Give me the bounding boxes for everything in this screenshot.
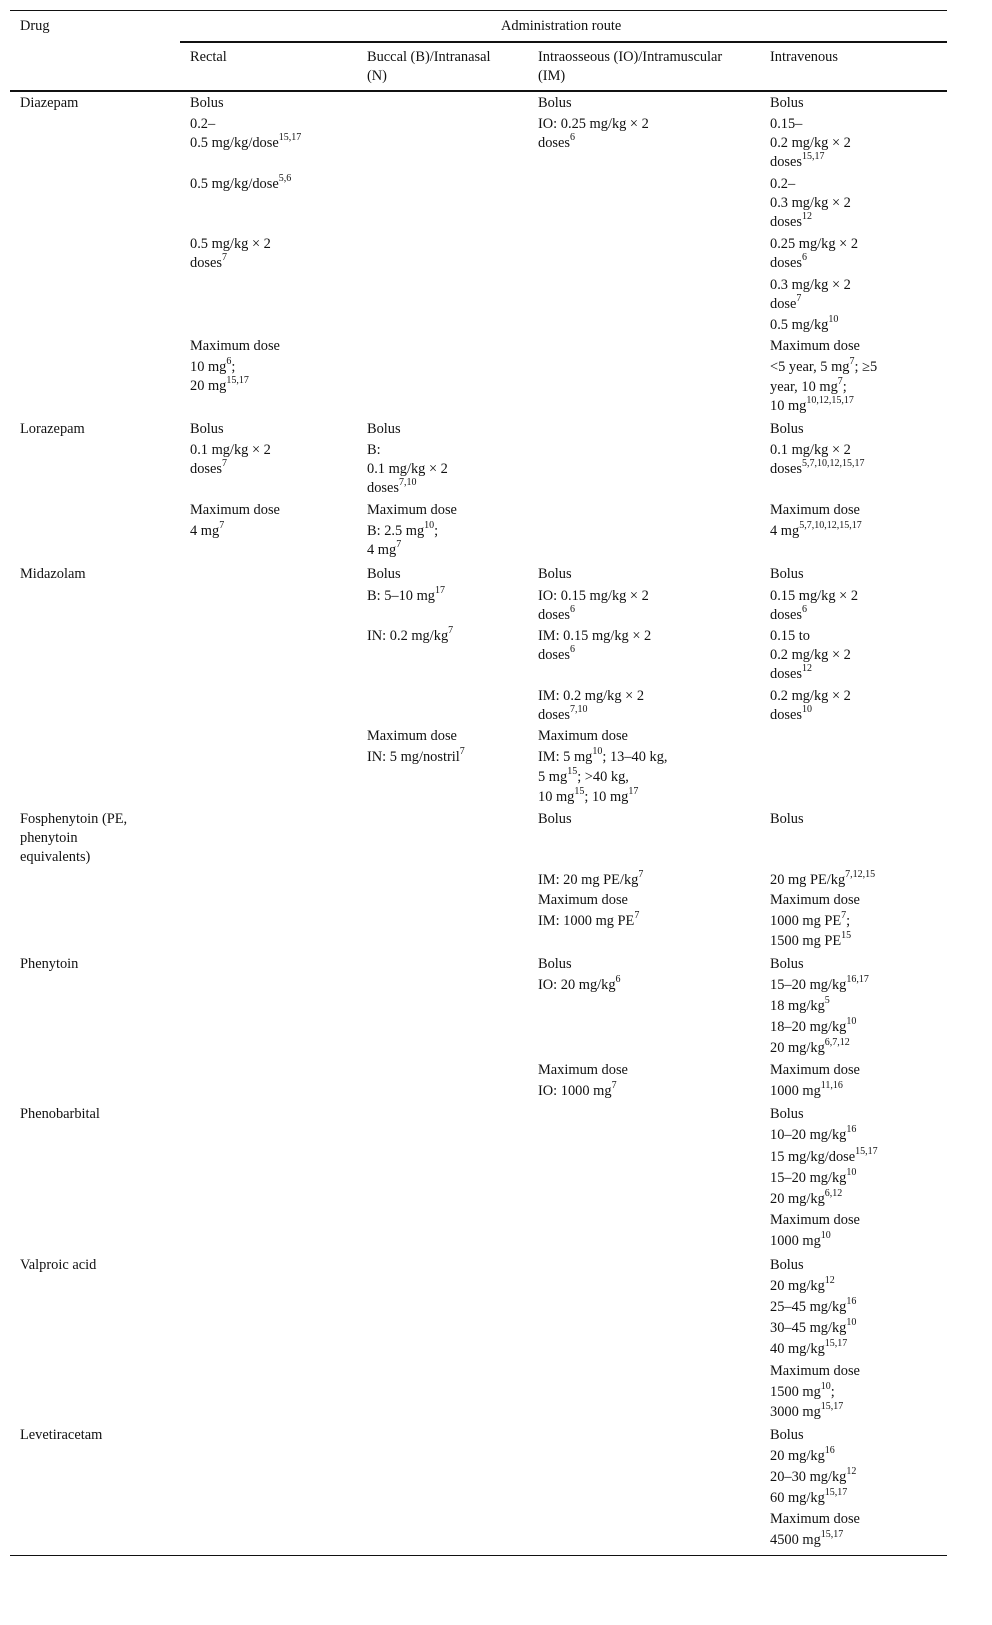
dose-value: 0.15 to <box>770 628 810 644</box>
dose-label: Bolus <box>770 1427 804 1443</box>
dose-value: doses$^6$ <box>538 132 575 151</box>
dose-label: Maximum dose <box>367 502 457 518</box>
dose-value: IO: 0.25 mg/kg × 2 <box>538 116 649 132</box>
dose-value: B: 5–10 $mg^{17}$ <box>367 585 445 604</box>
dose-label: Maximum dose <box>538 892 628 908</box>
dose-value: 0.3 mg/kg × 2 <box>770 195 851 211</box>
drug-fosphenytoin-3: equivalents) <box>20 849 91 865</box>
dose-value: 1000 mg$^{11,16}$ <box>770 1080 843 1099</box>
dose-value: doses$^{12}$ <box>770 663 812 682</box>
drug-lorazepam: Lorazepam <box>20 421 85 437</box>
dose-value: 0.5 mg/kg × 2 <box>190 236 271 252</box>
dose-value: 0.2 mg/kg × 2 <box>770 647 851 663</box>
dose-value: 20 mg$^{15,17}$ <box>190 375 249 394</box>
dose-value: 0.5 $mg/kg^{10}$ <box>770 314 839 333</box>
dose-value: 10 $mg^6$; <box>190 356 236 375</box>
dose-label: Maximum dose <box>538 728 628 744</box>
dose-value: IN: 0.2 $mg/kg^7$ <box>367 625 454 644</box>
dose-value: 30–45 $mg/kg^{10}$ <box>770 1317 857 1336</box>
dose-value: doses$^{10}$ <box>770 704 812 723</box>
drug-fosphenytoin: Fosphenytoin (PE, <box>20 811 128 827</box>
dose-value: IM: 0.2 mg/kg × 2 <box>538 688 645 704</box>
bottom-rule <box>10 1555 947 1556</box>
header-bottom-rule <box>10 90 947 92</box>
dose-value: doses$^{7,10}$ <box>538 704 588 723</box>
header-intraosseous: Intraosseous (IO)/Intramuscular <box>538 49 723 65</box>
dose-label: Bolus <box>770 811 804 827</box>
dose-value: doses$^6$ <box>770 604 807 623</box>
dose-label: Bolus <box>190 95 224 111</box>
dose-value: IM: 20 mg $PE/kg^7$ <box>538 869 644 888</box>
dose-value: 0.1 mg/kg × 2 <box>190 442 271 458</box>
header-rectal: Rectal <box>190 49 227 65</box>
dose-value: 4500 mg$^{15,17}$ <box>770 1529 844 1548</box>
dose-value: B: <box>367 442 381 458</box>
dose-value: 60 mg/kg$^{15,17}$ <box>770 1487 848 1506</box>
dose-value: 4 mg$^{5,7,10,12,15,17}$ <box>770 520 862 539</box>
header-intravenous: Intravenous <box>770 49 838 65</box>
dose-label: Bolus <box>770 421 804 437</box>
header-buccal-intranasal-n: (N) <box>367 68 387 84</box>
drug-diazepam: Diazepam <box>20 95 79 111</box>
dose-value: 0.2– <box>190 116 216 132</box>
drug-valproic-acid: Valproic acid <box>20 1257 97 1273</box>
dose-value: 4 $mg^7$ <box>367 539 402 558</box>
dose-label: Bolus <box>367 421 401 437</box>
header-intraosseous-im: (IM) <box>538 68 566 84</box>
dose-value: 15 mg/kg/dose$^{15,17}$ <box>770 1146 878 1165</box>
dose-value: 20 $mg/kg^{16}$ <box>770 1445 835 1464</box>
dose-value: B: 2.5 $mg^{10}$; <box>367 520 439 539</box>
dose-label: Bolus <box>770 956 804 972</box>
dose-value: 10 mg$^{10,12,15,17}$ <box>770 395 854 414</box>
dose-value: 15–20 mg/kg$^{16,17}$ <box>770 974 869 993</box>
dose-value: IN: 5 mg/nostril$^7$ <box>367 746 465 765</box>
dose-label: Bolus <box>538 811 572 827</box>
group-header-rule <box>180 41 947 43</box>
dose-value: doses$^{5,7,10,12,15,17}$ <box>770 458 865 477</box>
dose-label: Bolus <box>538 956 572 972</box>
dose-label: Bolus <box>770 1106 804 1122</box>
header-buccal-intranasal: Buccal (B)/Intranasal <box>367 49 491 65</box>
dose-value: 0.2– <box>770 176 796 192</box>
dose-value: year, 10 $mg^7$; <box>770 376 847 395</box>
dose-value: 20 mg/kg$^{6,12}$ <box>770 1188 843 1207</box>
dose-value: 18–20 $mg/kg^{10}$ <box>770 1016 857 1035</box>
dose-value: 0.2 mg/kg × 2 <box>770 688 851 704</box>
dose-value: 20–30 $mg/kg^{12}$ <box>770 1466 857 1485</box>
dose-value: doses$^{12}$ <box>770 211 812 230</box>
drug-phenytoin: Phenytoin <box>20 956 79 972</box>
dose-value: 3000 mg$^{15,17}$ <box>770 1401 844 1420</box>
dose-label: Bolus <box>770 1257 804 1273</box>
drug-levetiracetam: Levetiracetam <box>20 1427 103 1443</box>
dose-value: 1500 mg PE$^{15}$ <box>770 930 852 949</box>
dose-value: doses$^6$ <box>770 252 807 271</box>
dose-value: IO: 20 $mg/kg^6$ <box>538 974 621 993</box>
dose-value: dose$^7$ <box>770 293 802 312</box>
dose-value: 20 mg PE/kg$^{7,12,15}$ <box>770 869 876 888</box>
dose-label: Bolus <box>367 566 401 582</box>
dose-value: doses$^{7,10}$ <box>367 477 417 496</box>
dose-value: 1000 $mg^{10}$ <box>770 1230 831 1249</box>
dose-value: 25–45 $mg/kg^{16}$ <box>770 1296 857 1315</box>
dose-value: 10–20 $mg/kg^{16}$ <box>770 1124 857 1143</box>
dose-value: doses$^6$ <box>538 644 575 663</box>
dose-value: 4 $mg^7$ <box>190 520 225 539</box>
dose-value: IO: 0.15 mg/kg × 2 <box>538 588 649 604</box>
top-rule <box>10 10 947 11</box>
dose-value: IM: 1000 mg $PE^7$ <box>538 910 640 929</box>
dose-value: 40 mg/kg$^{15,17}$ <box>770 1338 848 1357</box>
dose-value: 20 mg/kg$^{6,7,12}$ <box>770 1037 850 1056</box>
dose-label: Maximum dose <box>367 728 457 744</box>
dose-value: IM: 5 $mg^{10}$; 13–40 kg, <box>538 746 668 765</box>
dose-value: 1500 $mg^{10}$; <box>770 1381 835 1400</box>
dose-value: 0.5 mg/kg/dose$^{15,17}$ <box>190 132 302 151</box>
dose-value: 5 $mg^{15}$; >40 kg, <box>538 766 629 785</box>
dose-label: Maximum dose <box>770 1062 860 1078</box>
dose-value: 18 $mg/kg^5$ <box>770 995 830 1014</box>
dose-value: 20 $mg/kg^{12}$ <box>770 1275 835 1294</box>
dose-label: Maximum dose <box>770 1363 860 1379</box>
dose-label: Maximum dose <box>770 892 860 908</box>
dose-label: Bolus <box>770 566 804 582</box>
dose-value: IO: 1000 $mg^7$ <box>538 1080 617 1099</box>
dose-label: Maximum dose <box>770 1511 860 1527</box>
dose-label: Maximum dose <box>190 338 280 354</box>
dose-value: 0.15– <box>770 116 803 132</box>
dose-label: Maximum dose <box>770 1212 860 1228</box>
dose-value: 0.15 mg/kg × 2 <box>770 588 859 604</box>
dose-value: 0.1 mg/kg × 2 <box>367 461 448 477</box>
dose-label: Bolus <box>538 95 572 111</box>
header-drug: Drug <box>20 18 50 34</box>
dose-value: 0.3 mg/kg × 2 <box>770 277 851 293</box>
header-administration-route: Administration route <box>501 18 622 34</box>
dose-value: 0.25 mg/kg × 2 <box>770 236 859 252</box>
dose-label: Maximum dose <box>538 1062 628 1078</box>
dose-value: 0.2 mg/kg × 2 <box>770 135 851 151</box>
dose-label: Bolus <box>770 95 804 111</box>
drug-midazolam: Midazolam <box>20 566 86 582</box>
dose-value: 0.5 mg/kg/dose$^{5,6}$ <box>190 173 292 192</box>
dose-value: 10 $mg^{15}$; 10 $mg^{17}$ <box>538 786 639 805</box>
dose-value: doses$^7$ <box>190 458 227 477</box>
dose-value: 15–20 $mg/kg^{10}$ <box>770 1167 857 1186</box>
dose-value: doses$^{15,17}$ <box>770 151 825 170</box>
dose-value: 0.1 mg/kg × 2 <box>770 442 851 458</box>
dose-label: Bolus <box>190 421 224 437</box>
dose-label: Maximum dose <box>190 502 280 518</box>
dose-label: Maximum dose <box>770 502 860 518</box>
dose-value: doses$^6$ <box>538 604 575 623</box>
dose-value: 1000 mg $PE^7$; <box>770 910 851 929</box>
drug-phenobarbital: Phenobarbital <box>20 1106 100 1122</box>
dose-value: doses$^7$ <box>190 252 227 271</box>
dose-label: Bolus <box>538 566 572 582</box>
dose-label: Maximum dose <box>770 338 860 354</box>
dose-value: IM: 0.15 mg/kg × 2 <box>538 628 652 644</box>
drug-fosphenytoin-2: phenytoin <box>20 830 78 846</box>
dose-value: <5 year, 5 $mg^7$; ≥5 <box>770 356 878 375</box>
